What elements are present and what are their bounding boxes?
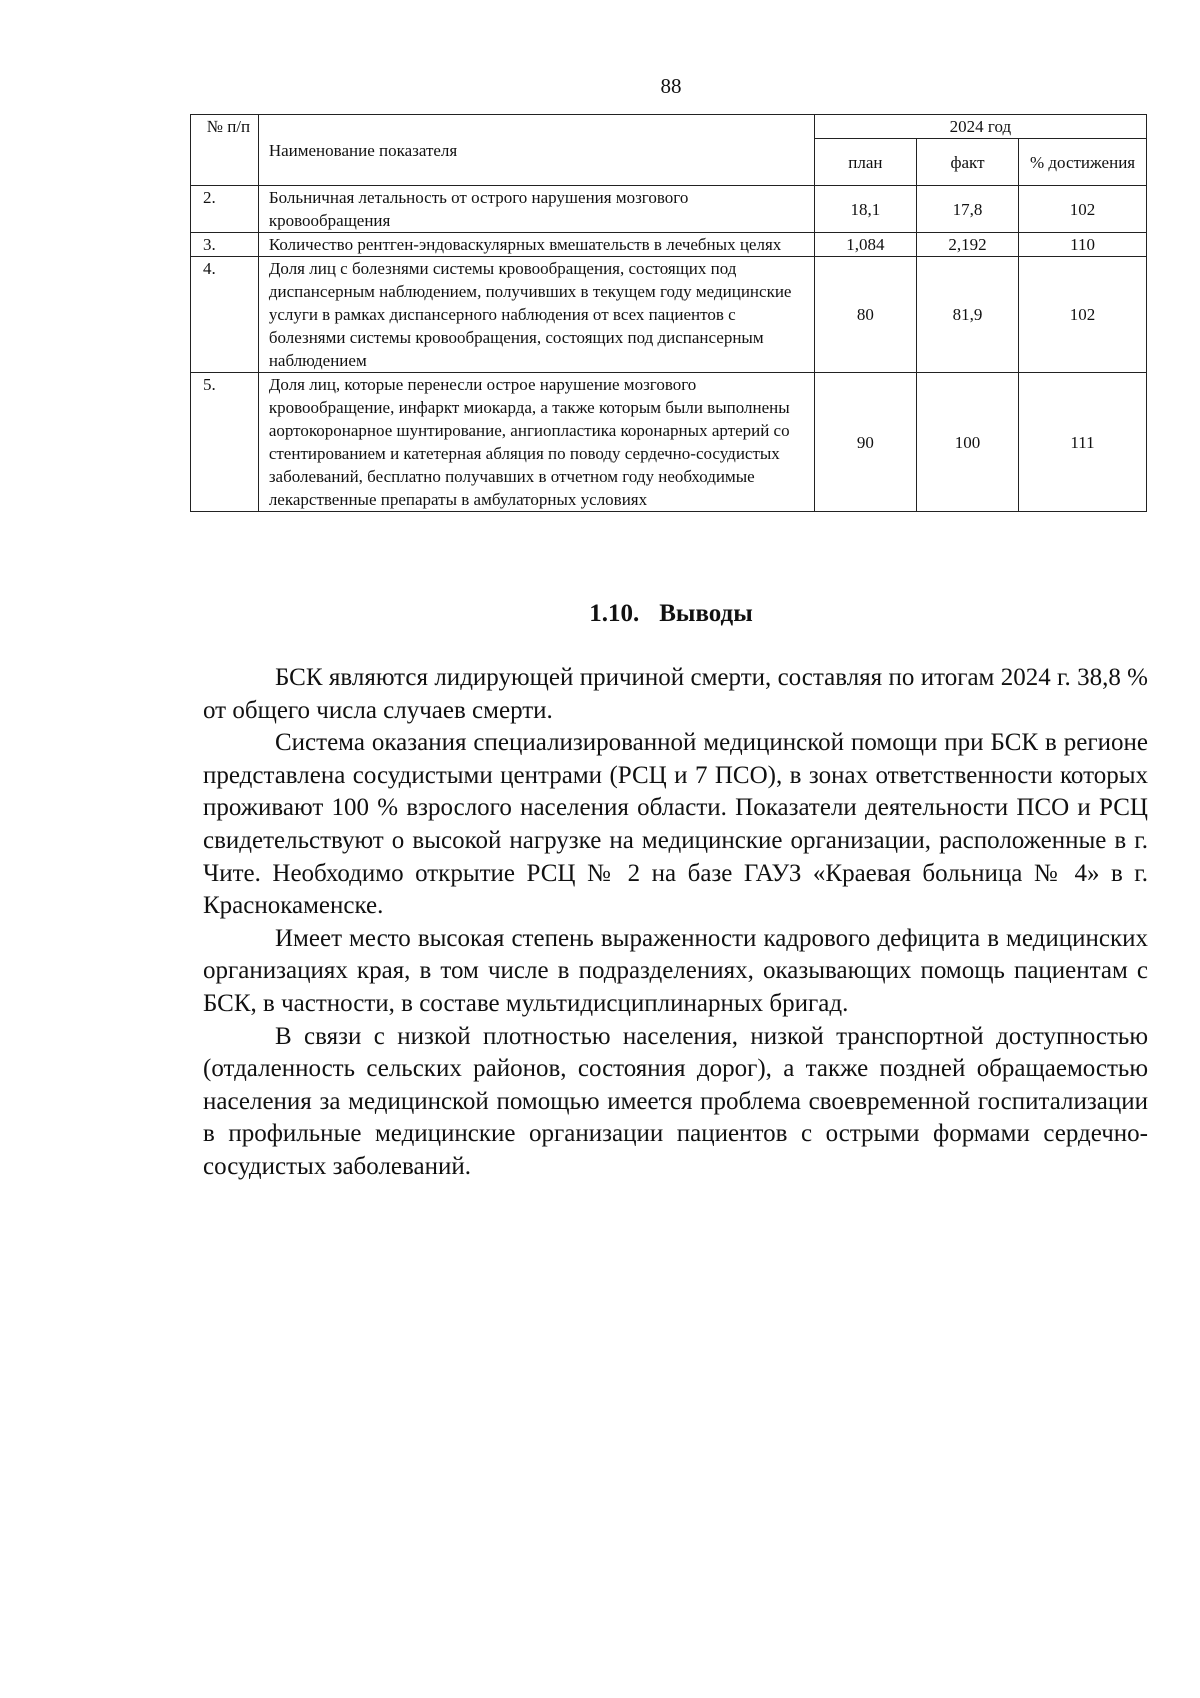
row-num: 4.: [191, 257, 259, 373]
section-heading: [0, 600, 1200, 628]
row-pct: 102: [1019, 257, 1147, 373]
row-plan: 18,1: [814, 186, 916, 233]
conclusions-text: [203, 662, 1148, 1184]
header-name: Наименование показателя: [258, 115, 814, 186]
row-pct: 110: [1019, 233, 1147, 257]
section-title: Выводы: [659, 600, 753, 627]
row-plan: 1,084: [814, 233, 916, 257]
header-fact: факт: [916, 139, 1018, 186]
row-name: Больничная летальность от острого нарушения мозгового кровообращения: [258, 186, 814, 233]
paragraph: Система оказания специализированной медицинской помощи при БСК в регионе представлена сосудистыми центрами (РСЦ и 7 ПСО), в зонах ответственности которых проживают 100 % взрослого населения области. Показатели деятельности ПСО и РСЦ свидетельствуют о высокой нагрузке на медицинские организации, расположенные в г. Чите. Необходимо открытие РСЦ № 2 на базе ГАУЗ «Краевая больница № 4» в г. Краснокаменске.: [203, 729, 1148, 920]
paragraph: БСК являются лидирующей причиной смерти, составляя по итогам 2024 г. 38,8 % от общего числа случаев смерти.: [203, 664, 1148, 724]
header-num: № п/п: [191, 115, 259, 186]
paragraph: Имеет место высокая степень выраженности кадрового дефицита в медицинских организациях края, в том числе в подразделениях, оказывающих помощь пациентам с БСК, в частности, в составе мультидисциплинарных бригад.: [203, 924, 1148, 1017]
table-header-row: [191, 115, 1147, 139]
row-num: 2.: [191, 186, 259, 233]
row-plan: 80: [814, 257, 916, 373]
header-pct: % достижения: [1019, 139, 1147, 186]
section-number: 1.10.: [589, 600, 640, 627]
header-year: 2024 год: [814, 115, 1146, 139]
row-fact: 17,8: [916, 186, 1018, 233]
paragraph: В связи с низкой плотностью населения, низкой транспортной доступностью (отдаленность сельских районов, состояния дорог), а также поздней обращаемостью населения за медицинской помощью имеется проблема своевременной госпитализации в профильные медицинские организации пациентов с острыми формами сердечно-сосудистых заболеваний.: [203, 1022, 1148, 1180]
row-num: 3.: [191, 233, 259, 257]
row-fact: 100: [916, 373, 1018, 512]
row-name: Доля лиц, которые перенесли острое нарушение мозгового кровообращение, инфаркт миокарда, а также которым были выполнены аортокоронарное шунтирование, ангиопластика коронарных артерий со стентированием и катетерная абляция по поводу сердечно-сосудистых заболеваний, бесплатно получавших в отчетном году необходимые лекарственные препараты в амбулаторных условиях: [258, 373, 814, 512]
table-row: [191, 373, 1147, 512]
table-row: [191, 257, 1147, 373]
page-number: 88: [660, 74, 682, 98]
row-pct: 102: [1019, 186, 1147, 233]
row-pct: 111: [1019, 373, 1147, 512]
row-plan: 90: [814, 373, 916, 512]
row-name: Количество рентген-эндоваскулярных вмешательств в лечебных целях: [258, 233, 814, 257]
indicators-table: [190, 114, 1147, 512]
row-num: 5.: [191, 373, 259, 512]
header-plan: план: [814, 139, 916, 186]
row-fact: 81,9: [916, 257, 1018, 373]
row-fact: 2,192: [916, 233, 1018, 257]
table-row: [191, 186, 1147, 233]
row-name: Доля лиц с болезнями системы кровообращения, состоящих под диспансерным наблюдением, получивших в текущем году медицинские услуги в рамках диспансерного наблюдения от всех пациентов с болезнями системы кровообращения, состоящих под диспансерным наблюдением: [258, 257, 814, 373]
table-row: [191, 233, 1147, 257]
